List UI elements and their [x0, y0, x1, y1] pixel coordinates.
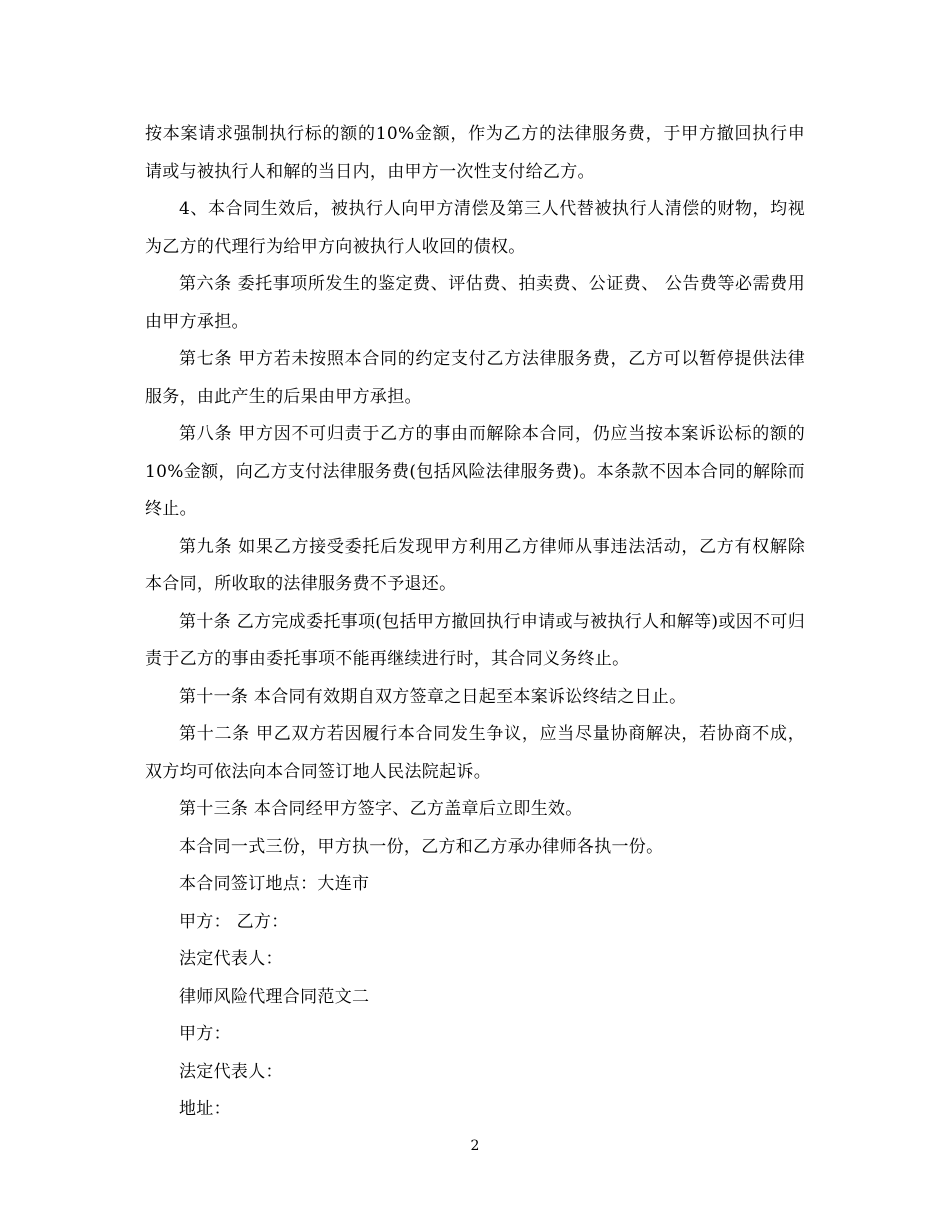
paragraph-article-9: 第九条 如果乙方接受委托后发现甲方利用乙方律师从事违法活动，乙方有权解除本合同，所收取的法律服务费不予退还。: [145, 536, 805, 594]
paragraph-legal-representative: 法定代表人：: [179, 949, 283, 969]
paragraph-legal-representative-2: 法定代表人：: [179, 1061, 283, 1082]
paragraph-signing-place: 本合同签订地点：大连市: [179, 874, 370, 894]
paragraph-sample-two-title: 律师风险代理合同范文二: [179, 986, 370, 1007]
paragraph-article-13: 第十三条 本合同经甲方签字、乙方盖章后立即生效。: [179, 799, 583, 819]
paragraph-article-7: 第七条 甲方若未按照本合同的约定支付乙方法律服务费，乙方可以暂停提供法律服务，由此产生的后果由甲方承担。: [145, 349, 805, 407]
paragraph-fee-continuation: 按本案请求强制执行标的额的10%金额，作为乙方的法律服务费，于甲方撤回执行申请或与被执行人和解的当日内，由甲方一次性支付给乙方。: [145, 124, 805, 182]
document-body: [145, 116, 805, 1129]
paragraph-article-12: 第十二条 甲乙双方若因履行本合同发生争议，应当尽量协商解决，若协商不成，双方均可依法向本合同签订地人民法院起诉。: [145, 724, 805, 782]
paragraph-item-4: 4、本合同生效后，被执行人向甲方清偿及第三人代替被执行人清偿的财物，均视为乙方的代理行为给甲方向被执行人收回的债权。: [145, 199, 805, 257]
paragraph-copies: 本合同一式三份，甲方执一份，乙方和乙方承办律师各执一份。: [179, 836, 664, 857]
paragraph-article-11: 第十一条 本合同有效期自双方签章之日起至本案诉讼终结之日止。: [179, 686, 687, 707]
paragraph-party-a: 甲方：: [179, 1024, 231, 1044]
paragraph-article-10: 第十条 乙方完成委托事项(包括甲方撤回执行申请或与被执行人和解等)或因不可归责于乙方的事由委托事项不能再继续进行时，其合同义务终止。: [145, 611, 805, 669]
page-number: 2: [470, 1138, 480, 1154]
paragraph-parties: 甲方： 乙方：: [179, 911, 289, 932]
paragraph-article-6: 第六条 委托事项所发生的鉴定费、评估费、拍卖费、公证费、 公告费等必需费用由甲方承担。: [145, 274, 805, 332]
paragraph-address: 地址：: [179, 1099, 231, 1119]
paragraph-article-8: 第八条 甲方因不可归责于乙方的事由而解除本合同，仍应当按本案诉讼标的额的10%金额，向乙方支付法律服务费(包括风险法律服务费)。本条款不因本合同的解除而终止。: [145, 424, 805, 519]
